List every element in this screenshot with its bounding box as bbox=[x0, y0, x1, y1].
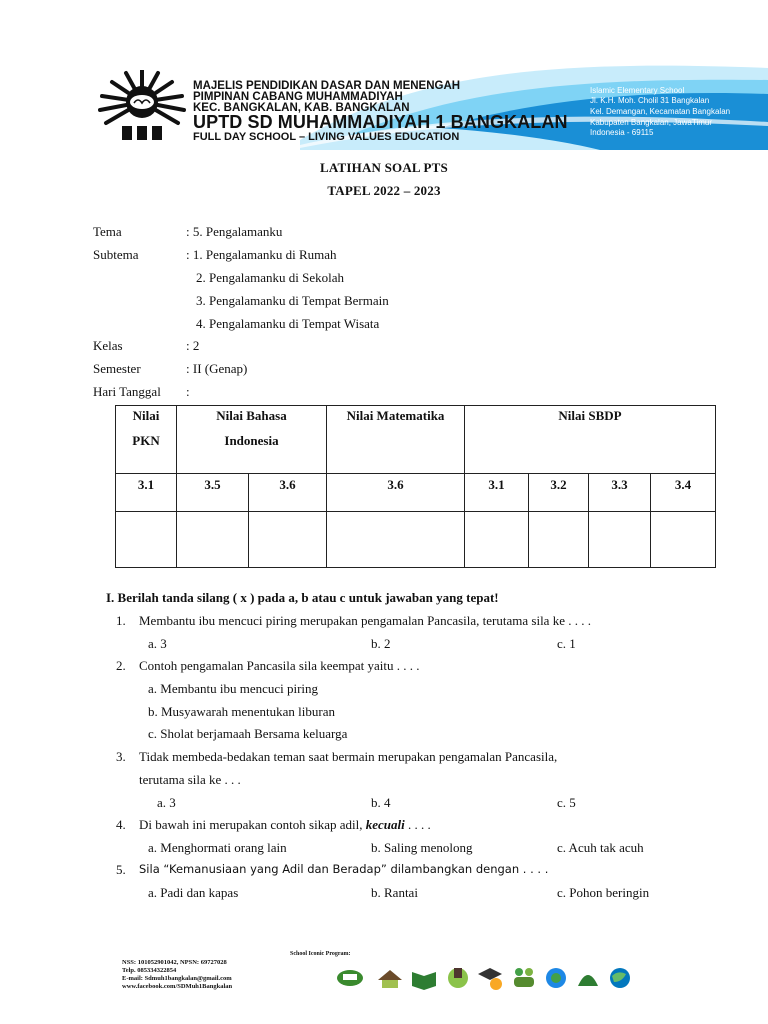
score-entry-cell[interactable] bbox=[177, 512, 249, 568]
score-entry-cell[interactable] bbox=[249, 512, 327, 568]
reading-program-icon bbox=[378, 970, 402, 988]
score-entry-cell[interactable] bbox=[589, 512, 651, 568]
book-program-icon bbox=[412, 972, 436, 990]
question-5-text-post: ” dilambangkan dengan . . . . bbox=[380, 862, 549, 876]
score-table bbox=[115, 405, 716, 568]
question-3-option-a[interactable]: a. 3 bbox=[157, 795, 176, 810]
environment-program-icon bbox=[578, 975, 598, 986]
question-5-text-pre: Sila “ bbox=[139, 862, 169, 876]
question-4-option-a[interactable]: a. Menghormati orang lain bbox=[148, 840, 287, 855]
semester-label: Semester bbox=[93, 361, 141, 376]
score-entry-cell[interactable] bbox=[116, 512, 177, 568]
code-cell: 3.6 bbox=[327, 474, 465, 512]
footer-program-label: School Iconic Program: bbox=[290, 951, 351, 957]
code-cell: 3.4 bbox=[651, 474, 716, 512]
question-4-emphasis: kecuali bbox=[365, 817, 405, 832]
question-5-quoted: Kemanusiaan yang Adil dan Beradap bbox=[169, 862, 381, 876]
letterhead-line-1: MAJELIS PENDIDIKAN DASAR DAN MENENGAH bbox=[193, 80, 461, 92]
address-line-2: Jl. K.H. Moh. Cholil 31 Bangkalan bbox=[590, 96, 710, 105]
people-program-icon bbox=[514, 968, 534, 987]
header-pkn-line-2: PKN bbox=[132, 433, 160, 448]
address-line-5: Indonesia - 69115 bbox=[590, 128, 654, 137]
question-3-text: Tidak membeda-bedakan teman saat bermain merupakan pengamalan Pancasila, bbox=[139, 749, 558, 764]
kelas-value: : 2 bbox=[186, 338, 200, 353]
muhammadiyah-logo bbox=[96, 70, 188, 142]
score-entry-cell[interactable] bbox=[651, 512, 716, 568]
code-cell: 3.3 bbox=[589, 474, 651, 512]
school-motto: FULL DAY SCHOOL – LIVING VALUES EDUCATION bbox=[193, 131, 460, 143]
question-5-option-c[interactable]: c. Pohon beringin bbox=[557, 885, 650, 900]
code-cell: 3.2 bbox=[529, 474, 589, 512]
kelas-label: Kelas bbox=[93, 338, 123, 353]
header-sbdp-text: Nilai SBDP bbox=[558, 408, 622, 423]
question-2-option-c[interactable]: c. Sholat berjamaah Bersama keluarga bbox=[148, 726, 348, 741]
address-line-1: Islamic Elementary School bbox=[590, 86, 685, 95]
tema-value: : 5. Pengalamanku bbox=[186, 224, 283, 239]
exam-title: LATIHAN SOAL PTS bbox=[320, 160, 448, 175]
question-3-option-b[interactable]: b. 4 bbox=[371, 795, 391, 810]
question-4-option-c[interactable]: c. Acuh tak acuh bbox=[557, 840, 644, 855]
quran-program-icon bbox=[337, 970, 363, 986]
subtema-value: : 1. Pengalamanku di Rumah bbox=[186, 247, 337, 262]
question-2-option-a[interactable]: a. Membantu ibu mencuci piring bbox=[148, 681, 319, 696]
question-5-option-a[interactable]: a. Padi dan kapas bbox=[148, 885, 239, 900]
header-nilai-pkn bbox=[116, 406, 177, 474]
footer-nss: NSS: 101052901042, NPSN: 69727028 bbox=[122, 959, 227, 966]
address-line-4: Kabupaten Bangkalan, JawaTimur bbox=[590, 118, 712, 127]
tema-label: Tema bbox=[93, 224, 122, 239]
header-bi-line-1: Nilai Bahasa bbox=[216, 408, 287, 423]
question-5-text bbox=[139, 862, 548, 876]
score-entry-cell[interactable] bbox=[465, 512, 529, 568]
question-5-option-b[interactable]: b. Rantai bbox=[371, 885, 418, 900]
header-nilai-bahasa-indonesia bbox=[177, 406, 327, 474]
question-3-text-continued: terutama sila ke . . . bbox=[139, 772, 241, 787]
subtema-label: Subtema bbox=[93, 247, 139, 262]
header-bi-line-2: Indonesia bbox=[224, 433, 279, 448]
school-name: UPTD SD MUHAMMADIYAH 1 BANGKALAN bbox=[193, 112, 568, 132]
iconic-program-icons bbox=[336, 962, 646, 992]
letterhead bbox=[0, 0, 768, 150]
header-mat-text: Nilai Matematika bbox=[346, 408, 445, 423]
question-1-option-c[interactable]: c. 1 bbox=[557, 636, 576, 651]
question-1-number: 1. bbox=[116, 613, 126, 628]
question-4-text-post: . . . . bbox=[404, 817, 431, 832]
score-entry-cell[interactable] bbox=[529, 512, 589, 568]
subtema-item-3: 3. Pengalamanku di Tempat Bermain bbox=[196, 293, 389, 308]
letterhead-line-3: KEC. BANGKALAN, KAB. BANGKALAN bbox=[193, 102, 410, 114]
footer-email: E-mail: Sdmuh1bangkalan@gmail.com bbox=[122, 975, 232, 982]
code-cell: 3.1 bbox=[116, 474, 177, 512]
question-2-option-b[interactable]: b. Musyawarah menentukan liburan bbox=[148, 704, 336, 719]
exam-year: TAPEL 2022 – 2023 bbox=[327, 183, 441, 198]
science-program-icon bbox=[448, 968, 468, 988]
question-4-text bbox=[139, 817, 431, 833]
code-cell: 3.5 bbox=[177, 474, 249, 512]
header-nilai-sbdp bbox=[465, 406, 716, 474]
code-cell: 3.1 bbox=[465, 474, 529, 512]
question-3-number: 3. bbox=[116, 749, 126, 764]
score-entry-cell[interactable] bbox=[327, 512, 465, 568]
hari-tanggal-value: : bbox=[186, 384, 190, 399]
header-nilai-matematika bbox=[327, 406, 465, 474]
question-2-text: Contoh pengamalan Pancasila sila keempat yaitu . . . . bbox=[139, 658, 420, 673]
semester-value: : II (Genap) bbox=[186, 361, 248, 376]
question-4-number: 4. bbox=[116, 817, 126, 832]
hari-tanggal-label: Hari Tanggal bbox=[93, 384, 161, 399]
footer-phone: Telp. 085334322854 bbox=[122, 967, 177, 974]
unity-program-icon bbox=[546, 968, 566, 988]
letterhead-line-2: PIMPINAN CABANG MUHAMMADIYAH bbox=[193, 91, 403, 103]
subtema-item-2: 2. Pengalamanku di Sekolah bbox=[196, 270, 345, 285]
address-line-3: Kel. Demangan, Kecamatan Bangkalan bbox=[590, 107, 731, 116]
instruction-text: I. Berilah tanda silang ( x ) pada a, b atau c untuk jawaban yang tepat! bbox=[106, 590, 499, 605]
footer-facebook: www.facebook.com/SDMuh1Bangkalan bbox=[122, 983, 233, 990]
question-2-number: 2. bbox=[116, 658, 126, 673]
graduation-program-icon bbox=[478, 968, 502, 990]
question-4-option-b[interactable]: b. Saling menolong bbox=[371, 840, 473, 855]
question-1-option-b[interactable]: b. 2 bbox=[371, 636, 391, 651]
code-cell: 3.6 bbox=[249, 474, 327, 512]
subtema-item-4: 4. Pengalamanku di Tempat Wisata bbox=[196, 316, 380, 331]
question-5-number: 5. bbox=[116, 862, 126, 877]
globe-program-icon bbox=[610, 968, 630, 988]
question-1-text: Membantu ibu mencuci piring merupakan pengamalan Pancasila, terutama sila ke . . . . bbox=[139, 613, 591, 628]
question-4-text-pre: Di bawah ini merupakan contoh sikap adil, bbox=[139, 817, 366, 832]
question-1-option-a[interactable]: a. 3 bbox=[148, 636, 167, 651]
header-pkn-line-1: Nilai bbox=[132, 408, 160, 423]
question-3-option-c[interactable]: c. 5 bbox=[557, 795, 576, 810]
